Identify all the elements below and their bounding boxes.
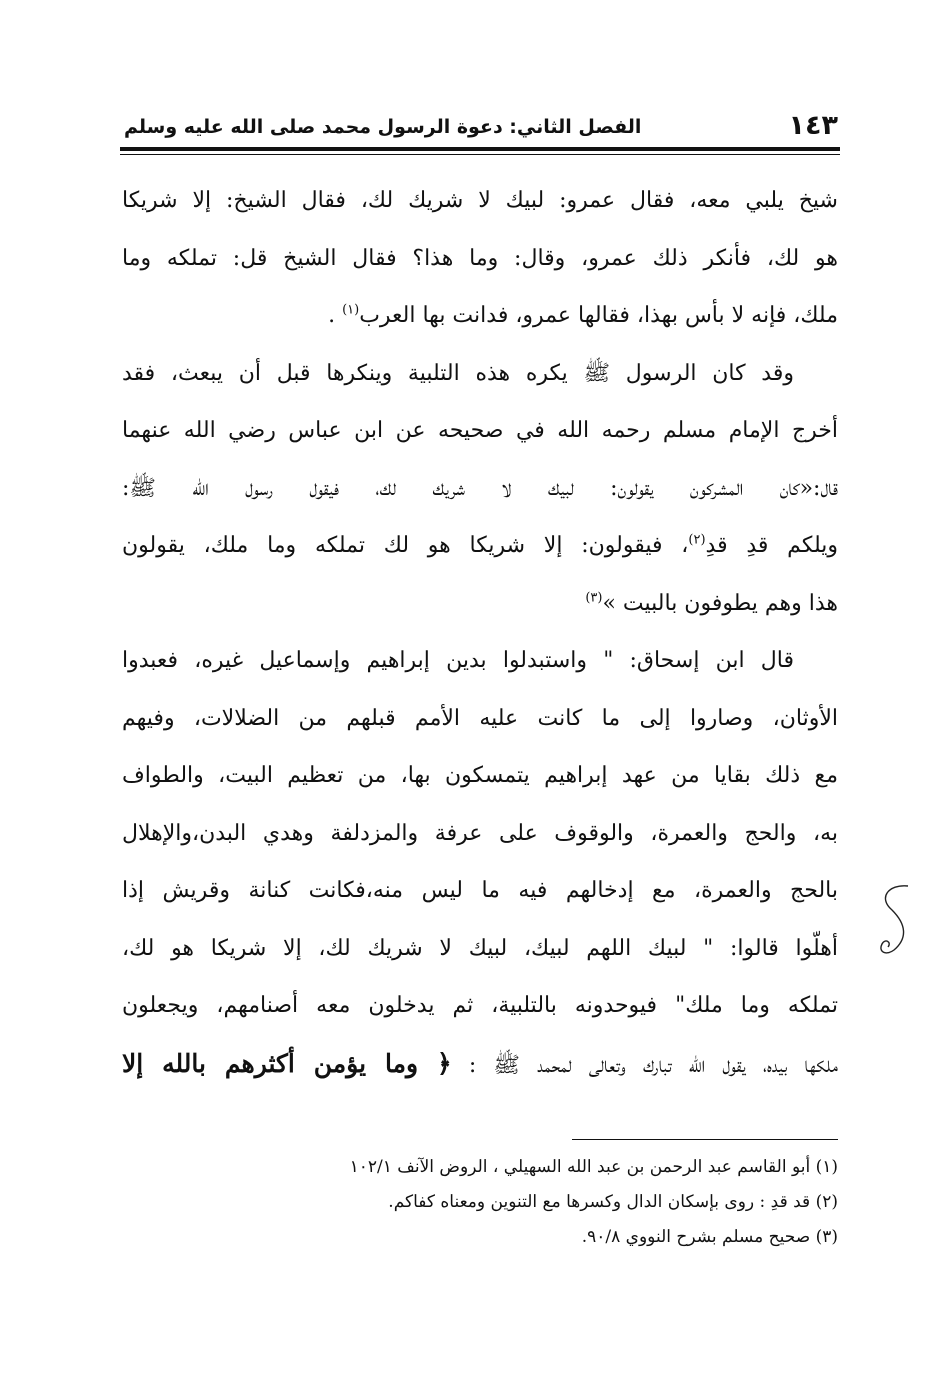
footnote-ref: (٣) bbox=[585, 590, 603, 606]
text-line: شيخ يلبي معه، فقال عمرو: لبيك لا شريك لك، فقال الشيخ: إلا شريكا bbox=[122, 188, 838, 213]
text-line bbox=[122, 287, 838, 345]
footnote-ref: (٢) bbox=[688, 532, 706, 548]
text-segment: ، فيقولون: إلا شريكا هو لك تملكه وما ملك، يقولون bbox=[122, 533, 689, 558]
text-line bbox=[122, 575, 838, 633]
text-line: الأوثان، وصاروا إلى ما كانت عليه الأمم قبلهم من الضلالات، وفيهم bbox=[122, 705, 838, 731]
header-rule-thin bbox=[120, 154, 840, 155]
footnote: (٢) قد قدِ : روى بإسكان الدال وكسرها مع التنوين ومعناه كفاكم. bbox=[388, 1192, 838, 1212]
text-line: بالحج والعمرة، مع إدخالهم فيه ما ليس منه،فكانت كنانة وقريش إذا bbox=[122, 878, 838, 903]
text-line: أخرج الإمام مسلم رحمه الله في صحيحه عن ابن عباس رضي الله عنهما bbox=[122, 418, 838, 443]
text-line: مع ذلك بقايا من عهد إبراهيم يتمسكون بها، من تعظيم البيت، والطواف bbox=[122, 763, 838, 788]
text-line bbox=[122, 517, 838, 575]
footnote: (٣) صحيح مسلم بشرح النووي ٩٠/٨. bbox=[581, 1227, 838, 1247]
text-line bbox=[122, 1035, 838, 1093]
text-line: قال ابن إسحاق: " واستبدلوا بدين إبراهيم وإسماعيل غيره، فعبدوا bbox=[122, 648, 794, 673]
text-segment: . bbox=[328, 303, 343, 328]
text-segment: ويلكم قدِ قدِ bbox=[705, 533, 839, 558]
main-text bbox=[122, 172, 838, 1092]
text-line: هو لك، فأنكر ذلك عمرو، وقال: وما هذا؟ فقال الشيخ قل: تملكه وما bbox=[122, 245, 838, 271]
text-line: قال:«كان المشركون يقولون: لبيك لا شريك لك، فيقول رسول الله ﷺ: bbox=[122, 475, 838, 501]
text-line: به، والحج والعمرة، والوقوف على عرفة والمزدلفة وهدي البدن،والإهلال bbox=[122, 820, 838, 846]
text-line: وقد كان الرسول ﷺ يكره هذه التلبية وينكرها قبل أن يبعث، فقد bbox=[122, 360, 794, 386]
margin-ornament-icon bbox=[868, 880, 918, 970]
page-number: ١٤٣ bbox=[788, 110, 838, 141]
text-line: أهلّوا قالوا: " لبيك اللهم لبيك، لبيك لا شريك لك، إلا شريكا هو لك، bbox=[122, 935, 838, 961]
running-title: الفصل الثاني: دعوة الرسول محمد صلى الله عليه وسلم bbox=[124, 116, 642, 138]
footnote-separator bbox=[572, 1139, 838, 1140]
text-segment: ملكها بيده، يقول الله تبارك وتعالى لمحمد ﷺ : bbox=[468, 1052, 838, 1078]
footnote: (١) أبو القاسم عبد الرحمن بن عبد الله السهيلي ، الروض الآنف ١٠٢/١ bbox=[349, 1157, 838, 1177]
text-line: تملكه وما ملك" فيوحدونه بالتلبية، ثم يدخلون معه أصنامهم، ويجعلون bbox=[122, 993, 838, 1018]
footnotes bbox=[200, 1150, 838, 1255]
header-rule-thick bbox=[120, 147, 840, 151]
footnote-ref: (١) bbox=[342, 302, 360, 318]
text-segment: ملك، فإنه لا بأس بهذا، فقالها عمرو، فدانت بها العرب bbox=[359, 303, 838, 328]
quran-verse: ﴿ وما يؤمن أكثرهم بالله إلا bbox=[122, 1048, 452, 1078]
text-segment: هذا وهم يطوفون بالبيت » bbox=[602, 590, 838, 616]
page-header bbox=[120, 108, 840, 152]
